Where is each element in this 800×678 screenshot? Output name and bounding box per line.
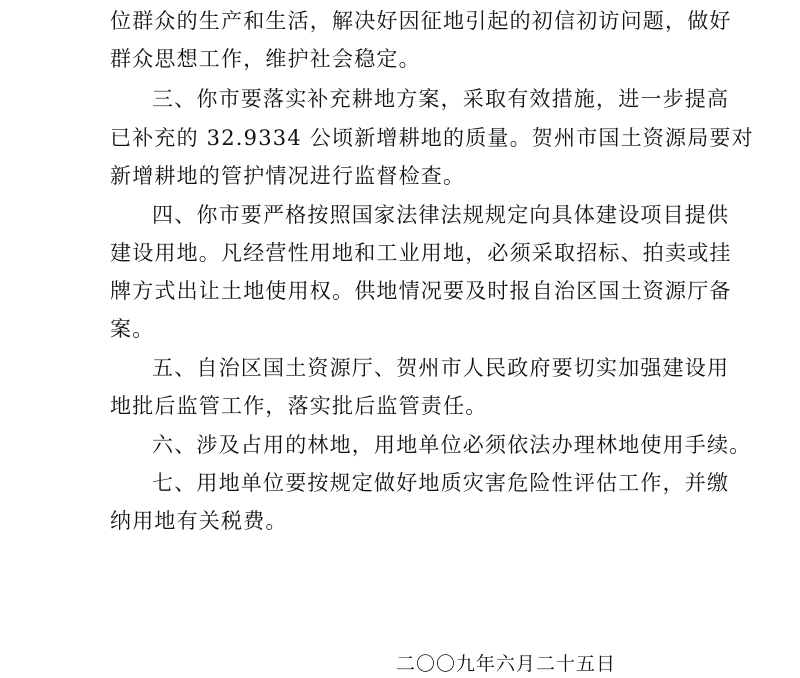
item-4-line-1: 四、你市要严格按照国家法律法规规定向具体建设项目提供	[152, 203, 730, 227]
item-7-line-2: 纳用地有关税费。	[110, 509, 288, 533]
item-6-line-1: 六、涉及占用的林地，用地单位必须依法办理林地使用手续。	[152, 433, 752, 457]
item-3-line-3: 新增耕地的管护情况进行监督检查。	[110, 164, 466, 188]
item-3-line-1: 三、你市要落实补充耕地方案，采取有效措施，进一步提高	[152, 87, 730, 111]
item-4-line-4: 案。	[110, 317, 155, 341]
paragraph-2-line-2: 群众思想工作，维护社会稳定。	[110, 47, 421, 71]
item-3-line-2: 已补充的 32.9334 公顷新增耕地的质量。贺州市国土资源局要对	[110, 126, 754, 150]
item-7-line-1: 七、用地单位要按规定做好地质灾害危险性评估工作，并缴	[152, 471, 730, 495]
item-4-line-2: 建设用地。凡经营性用地和工业用地，必须采取招标、拍卖或挂	[110, 241, 732, 265]
item-4-line-3: 牌方式出让土地使用权。供地情况要及时报自治区国土资源厅备	[110, 279, 732, 303]
item-5-line-1: 五、自治区国土资源厅、贺州市人民政府要切实加强建设用	[152, 356, 730, 380]
document-date: 二〇〇九年六月二十五日	[396, 653, 617, 675]
item-5-line-2: 地批后监管工作，落实批后监管责任。	[110, 394, 488, 418]
paragraph-2-line-1: 位群众的生产和生活，解决好因征地引起的初信初访问题，做好	[110, 9, 732, 33]
